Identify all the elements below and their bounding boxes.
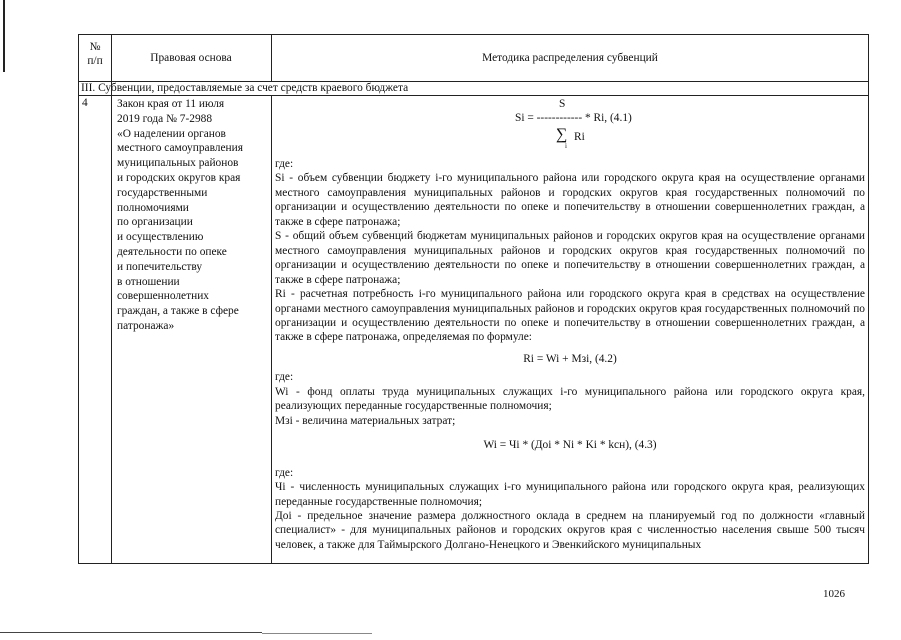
formula-numerator: S [559, 98, 566, 110]
page-number: 1026 [823, 588, 845, 600]
definition-doi: Доi - предельное значение размера должностного оклада в среднем на планируемый год по должности «главный специалист» - для муниципальных районов и городских округов края с численностью населения свыше 500 тысяч человек, а также для Таймырского Долгано-Ненецкого и Эвенкийского муниципальных [275, 509, 865, 551]
sum-symbol: ∑ [556, 126, 568, 143]
formula-4-2: Ri = Wi + Мзi, (4.2) [523, 352, 617, 365]
column-divider-2-body [271, 95, 272, 564]
legal-basis-text: Закон края от 11 июля 2019 года № 7-2988 «О наделении органов местного самоуправления муниципальных районов и городских округов края государственными полномочиями по организации и осуществлению деятельности по опеке и попечительству в отношении совершеннолетних граждан, а также в сфере патронажа» [117, 98, 243, 332]
formula-4-3: Wi = Чi * (Доi * Ni * Ki * kсн), (4.3) [483, 439, 657, 452]
header-legal-basis: Правовая основа [150, 52, 232, 64]
formula-denominator: Ri [574, 131, 585, 143]
formula-4-1 [275, 97, 865, 151]
margin-rule [3, 0, 5, 72]
formula-main-line: Si = ------------ * Ri, (4.1) [515, 112, 632, 124]
methodology-text [275, 97, 865, 552]
where-label: где: [275, 158, 294, 170]
definition-si: Si - объем субвенции бюджету i-го муниципального района или городского округа края на осуществление органами местного самоуправления муниципальных районов и городских округов края государственных полномочий по организации и осуществлению деятельности по опеке и попечительству в отношении совершеннолетних граждан, а также в сфере патронажа; [275, 172, 865, 228]
section-title: III. Субвенции, предоставляемые за счет средств краевого бюджета [81, 82, 409, 94]
definition-mzi: Мзi - величина материальных затрат; [275, 414, 456, 427]
definition-ri: Ri - расчетная потребность i-го муниципального района или городского округа края в средствах на осуществление органами местного самоуправления муниципальных районов и городских округов края государственных полномочий по организации и осуществлению деятельности по опеке и попечительству в отношении совершеннолетних граждан, а также в сфере патронажа, определяемая по формуле: [275, 288, 865, 344]
header-number: № п/п [87, 41, 103, 67]
definition-wi: Wi - фонд оплаты труда муниципальных служащих i-го муниципального района или городского округа края, реализующих переданные государственные полномочия; [275, 385, 865, 413]
footer-rule [0, 632, 262, 633]
sum-index: i [565, 142, 567, 150]
footer-rule [262, 633, 372, 634]
row-number: 4 [82, 97, 88, 109]
where-label: где: [275, 466, 294, 479]
section-bottom-line [78, 95, 869, 96]
column-divider-1 [111, 34, 112, 564]
where-label: где: [275, 371, 294, 384]
header-methodology: Методика распределения субвенций [482, 52, 658, 64]
definition-chi: Чi - численность муниципальных служащих i-го муниципального района или городского округа края, реализующих переданные государственные полномочия; [275, 481, 865, 508]
definition-s: S - общий объем субвенций бюджетам муниципальных районов и городских округов края на осуществление органами местного самоуправления муниципальных районов и городских округов края государственных полномочий по организации и осуществлению деятельности по опеке и попечительству в отношении совершеннолетних граждан, а также в сфере патронажа; [275, 230, 865, 286]
